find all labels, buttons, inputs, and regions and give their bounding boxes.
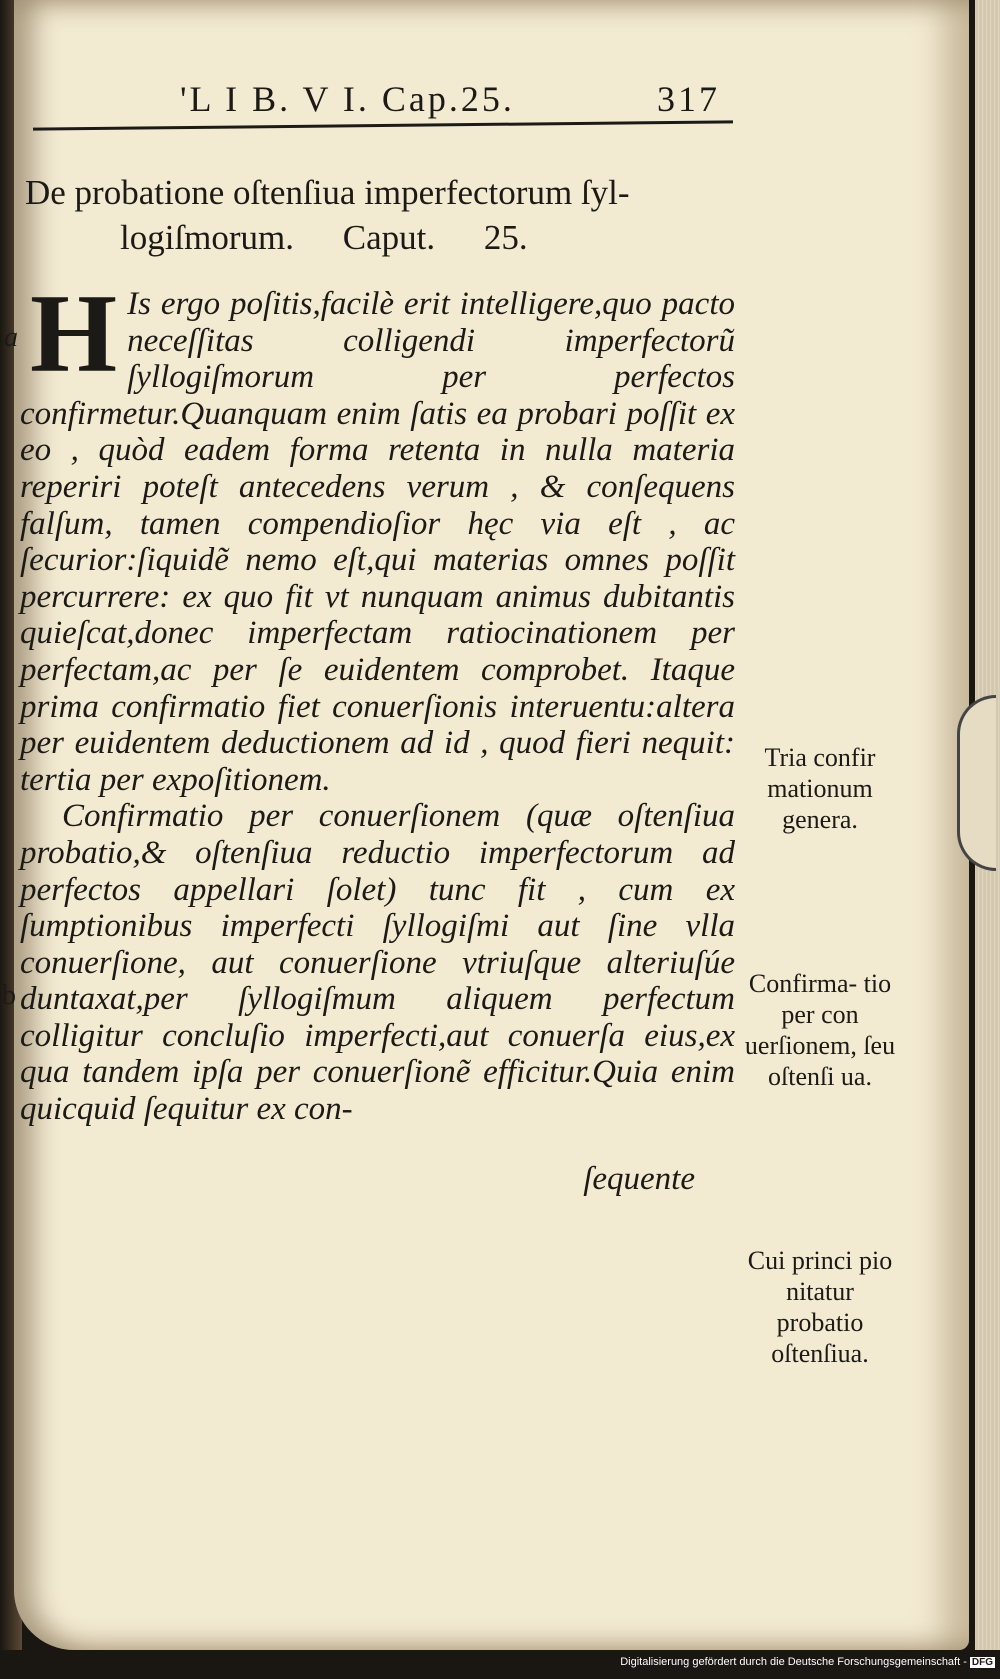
digitization-credit	[600, 1656, 995, 1676]
body-text	[20, 272, 735, 1197]
marginal-note-2: Confirma- tio per con uerſionem, ſeu oſtenſi ua.	[744, 969, 896, 1091]
page-number: 317	[657, 79, 720, 119]
paragraph-1	[20, 272, 735, 798]
dfg-logo: DFG	[971, 1657, 993, 1668]
thumb-index-tab	[957, 695, 996, 871]
chapter-heading-line-1: De probatione oſtenſiua imperfectorum ſyl-	[25, 173, 630, 212]
drop-cap: H	[30, 272, 118, 396]
paragraph-1-text: Is ergo poſitis,facilè erit intelligere,quo pacto neceſſitas colligendi imperfectorũ ſyllogiſmorum per perfectos confirmetur.Quanquam enim ſatis ea probari poſſit ex eo , quòd eadem forma retenta in nulla materia reperiri poteſt antecedens verum , & conſequens falſum, tamen compendioſior hęc via eſt , ac ſecurior:ſiquidẽ nemo eſt,qui materias omnes poſſit percurrere: ex quo fit vt nunquam animus dubitantis quieſcat,donec imperfectam ratiocinationem per perfectam,ac per ſe euidentem comprobet. Itaque prima confirmatio fiet conuerſionis interuentu:altera per euidentem deductionem ad id , quod fieri nequit: tertia per expoſitionem.	[20, 286, 735, 798]
marginal-note-1: Tria confir mationum genera.	[764, 743, 876, 834]
margin-letter-b: b	[2, 980, 16, 1011]
credit-text: Digitalisierung gefördert durch die Deutsche Forschungsgemeinschaft -	[620, 1656, 967, 1668]
chapter-heading	[25, 170, 735, 260]
chapter-heading-line-2: logiſmorum. Caput. 25.	[120, 218, 528, 257]
catchword: ſequente	[583, 1160, 695, 1197]
margin-letter-a: a	[4, 322, 18, 353]
running-head	[180, 78, 720, 122]
paragraph-2: Confirmatio per conuerſionem (quæ oſtenſiua probatio,& oſtenſiua reductio imperfectorum ad perfectos appellari ſolet) tunc fit , cum ex ſumptionibus imperfecti ſyllogiſmi aut ſine vlla conuerſione, aut conuerſione vtriuſque alteriuſúe duntaxat,per ſyllogiſmum aliquem perfectum colligitur concluſio imperfecti,aut conuerſa eius,ex qua tandem ipſa per conuerſionẽ efficitur.Quia enim quicquid ſequitur ex con-	[20, 798, 735, 1128]
running-head-title: 'L I B. V I. Cap.25.	[180, 79, 515, 119]
marginal-note-3: Cui princi pio nitatur probatio oſtenſiua.	[747, 1246, 893, 1368]
